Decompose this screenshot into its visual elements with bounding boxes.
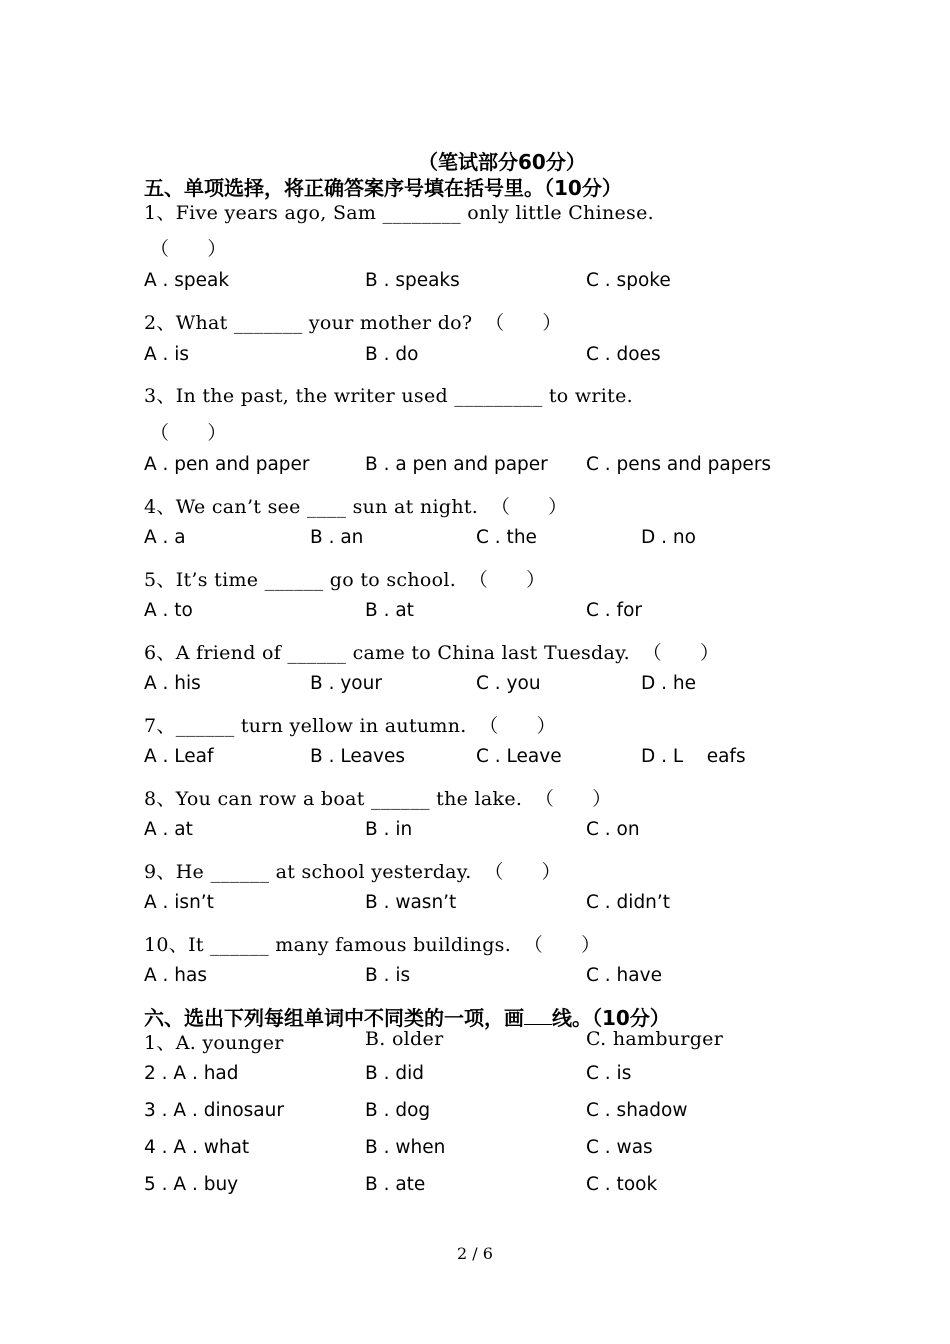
question-10-stem: 10、It ______ many famous buildings. （ ） (144, 934, 601, 956)
question-2-stem: 2、What _______ your mother do? （ ） (144, 312, 562, 334)
q4-option-d: D . no (641, 527, 696, 548)
q1-option-b: B . speaks (365, 270, 460, 291)
s6-row-1-c: C. hamburger (586, 1028, 724, 1050)
q9-option-b: B . wasn’t (365, 892, 457, 913)
q7-option-d: D . L eafs (641, 746, 746, 767)
q4-option-c: C . the (476, 527, 537, 548)
section-6-title-end: 线。（10分） (552, 1006, 670, 1030)
s6-row-5-b: B . ate (365, 1174, 426, 1195)
q2-option-c: C . does (586, 344, 661, 365)
question-1-stem: 1、Five years ago, Sam ________ only little Chinese. (144, 202, 654, 224)
s6-row-4-c: C . was (586, 1137, 653, 1158)
question-4-stem: 4、We can’t see ____ sun at night. （ ） (144, 496, 568, 518)
q5-option-a: A . to (144, 600, 193, 621)
q6-option-d: D . he (641, 673, 696, 694)
question-1-answer-paren: （ ） (150, 238, 227, 260)
q4-option-b: B . an (310, 527, 364, 548)
page-number: 2 / 6 (457, 1244, 493, 1263)
question-7-stem: 7、______ turn yellow in autumn. （ ） (144, 715, 556, 737)
question-3-answer-paren: （ ） (150, 422, 227, 444)
s6-row-1-b: B. older (365, 1028, 444, 1050)
q5-option-b: B . at (365, 600, 414, 621)
q2-option-b: B . do (365, 344, 419, 365)
q2-option-a: A . is (144, 344, 190, 365)
s6-row-5-a: 5 . A . buy (144, 1174, 239, 1195)
s6-row-2-c: C . is (586, 1063, 632, 1084)
q6-option-a: A . his (144, 673, 201, 694)
q7-option-a: A . Leaf (144, 746, 214, 767)
q1-option-a: A . speak (144, 270, 230, 291)
s6-row-4-a: 4 . A . what (144, 1137, 250, 1158)
s6-row-5-c: C . took (586, 1174, 658, 1195)
s6-row-1-a: 1、A. younger (144, 1032, 284, 1054)
q9-option-a: A . isn’t (144, 892, 214, 913)
s6-row-2-b: B . did (365, 1063, 424, 1084)
question-6-stem: 6、A friend of ______ came to China last Tuesday. （ ） (144, 642, 720, 664)
q9-option-c: C . didn’t (586, 892, 671, 913)
s6-row-4-b: B . when (365, 1137, 446, 1158)
question-3-stem: 3、In the past, the writer used _________ to write. (144, 385, 633, 407)
question-5-stem: 5、It’s time ______ go to school. （ ） (144, 569, 546, 591)
q10-option-b: B . is (365, 965, 411, 986)
section-5-title: 五、单项选择，将正确答案序号填在括号里。（10分） (144, 176, 622, 200)
q8-option-a: A . at (144, 819, 193, 840)
s6-row-3-b: B . dog (365, 1100, 431, 1121)
section-6-title (144, 1002, 670, 1031)
q7-option-c: C . Leave (476, 746, 562, 767)
s6-row-2-a: 2 . A . had (144, 1063, 239, 1084)
q8-option-b: B . in (365, 819, 413, 840)
q6-option-c: C . you (476, 673, 541, 694)
q8-option-c: C . on (586, 819, 640, 840)
s6-row-3-c: C . shadow (586, 1100, 688, 1121)
q10-option-a: A . has (144, 965, 207, 986)
q1-option-c: C . spoke (586, 270, 671, 291)
q3-option-a: A . pen and paper (144, 454, 310, 475)
q3-option-b: B . a pen and paper (365, 454, 548, 475)
q5-option-c: C . for (586, 600, 642, 621)
q4-option-a: A . a (144, 527, 186, 548)
q10-option-c: C . have (586, 965, 662, 986)
underline-blank (524, 1006, 552, 1025)
q7-option-b: B . Leaves (310, 746, 406, 767)
q3-option-c: C . pens and papers (586, 454, 772, 475)
section-subtitle: （笔试部分60分） (418, 150, 586, 174)
question-8-stem: 8、You can row a boat ______ the lake. （ ） (144, 788, 612, 810)
q6-option-b: B . your (310, 673, 382, 694)
section-6-title-start: 六、选出下列每组单词中不同类的一项，画 (144, 1006, 524, 1030)
s6-row-3-a: 3 . A . dinosaur (144, 1100, 284, 1121)
question-9-stem: 9、He ______ at school yesterday. （ ） (144, 861, 561, 883)
